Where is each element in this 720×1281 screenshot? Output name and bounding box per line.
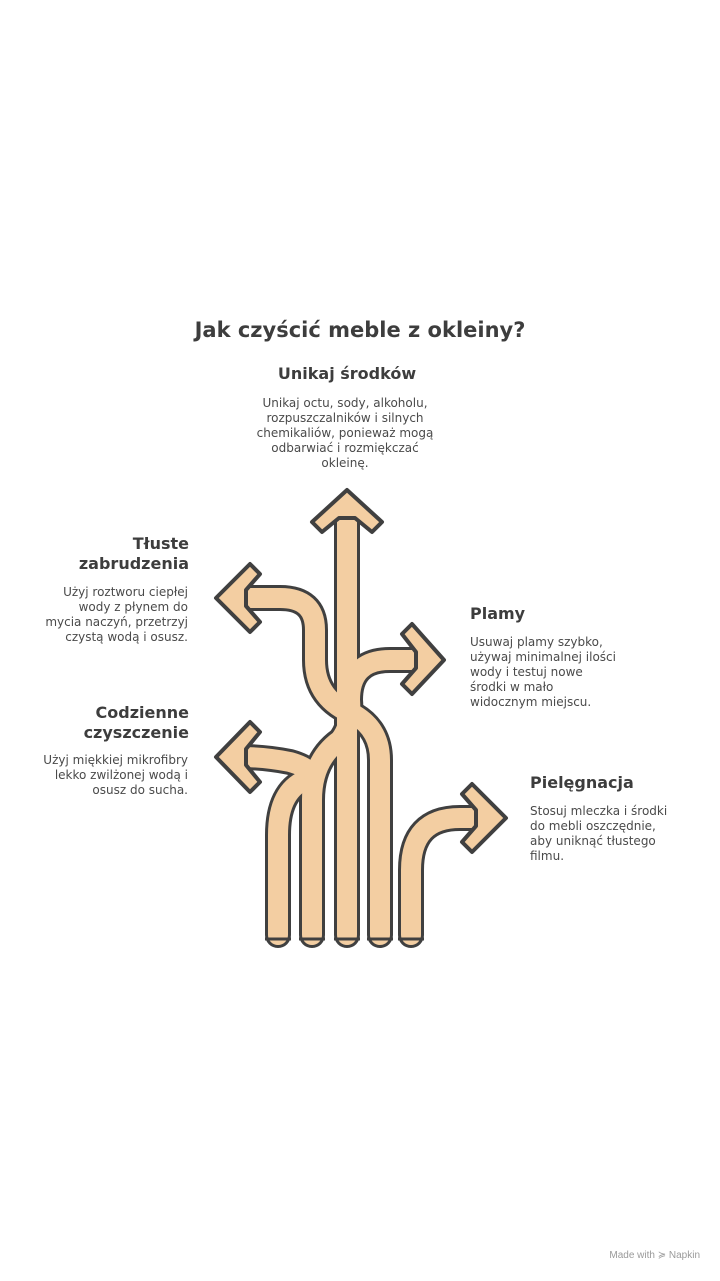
- arrow-shapes: [240, 510, 484, 935]
- desc-pielegnacja: Stosuj mleczka i środki do mebli oszczędnie, aby uniknąć tłustego filmu.: [530, 804, 668, 863]
- heading-tluste-zabrudzenia: Tłuste zabrudzenia: [78, 534, 189, 573]
- diagram-title: Jak czyścić meble z okleiny?: [194, 318, 526, 342]
- heading-pielegnacja: Pielęgnacja: [530, 773, 634, 792]
- desc-plamy: Usuwaj plamy szybko, używaj minimalnej ilości wody i testuj nowe środki w mało widocznym miejscu.: [470, 635, 616, 709]
- desc-unikaj-srodkow: Unikaj octu, sody, alkoholu, rozpuszczalników i silnych chemikaliów, ponieważ mogą odbarwiać i rozmiękczać okleinę.: [256, 396, 434, 470]
- desc-codzienne-czyszczenie: Użyj miękkiej mikrofibry lekko zwilżonej wodą i osusz do sucha.: [43, 753, 188, 797]
- heading-codzienne-czyszczenie: Codzienne czyszczenie: [83, 703, 189, 742]
- footer-made-with-napkin: Made with ≽ Napkin: [609, 1250, 700, 1261]
- heading-plamy: Plamy: [470, 604, 526, 623]
- heading-unikaj-srodkow: Unikaj środków: [277, 364, 417, 383]
- desc-tluste-zabrudzenia: Użyj roztworu ciepłej wody z płynem do mycia naczyń, przetrzyj czystą wodą i osusz.: [45, 585, 188, 644]
